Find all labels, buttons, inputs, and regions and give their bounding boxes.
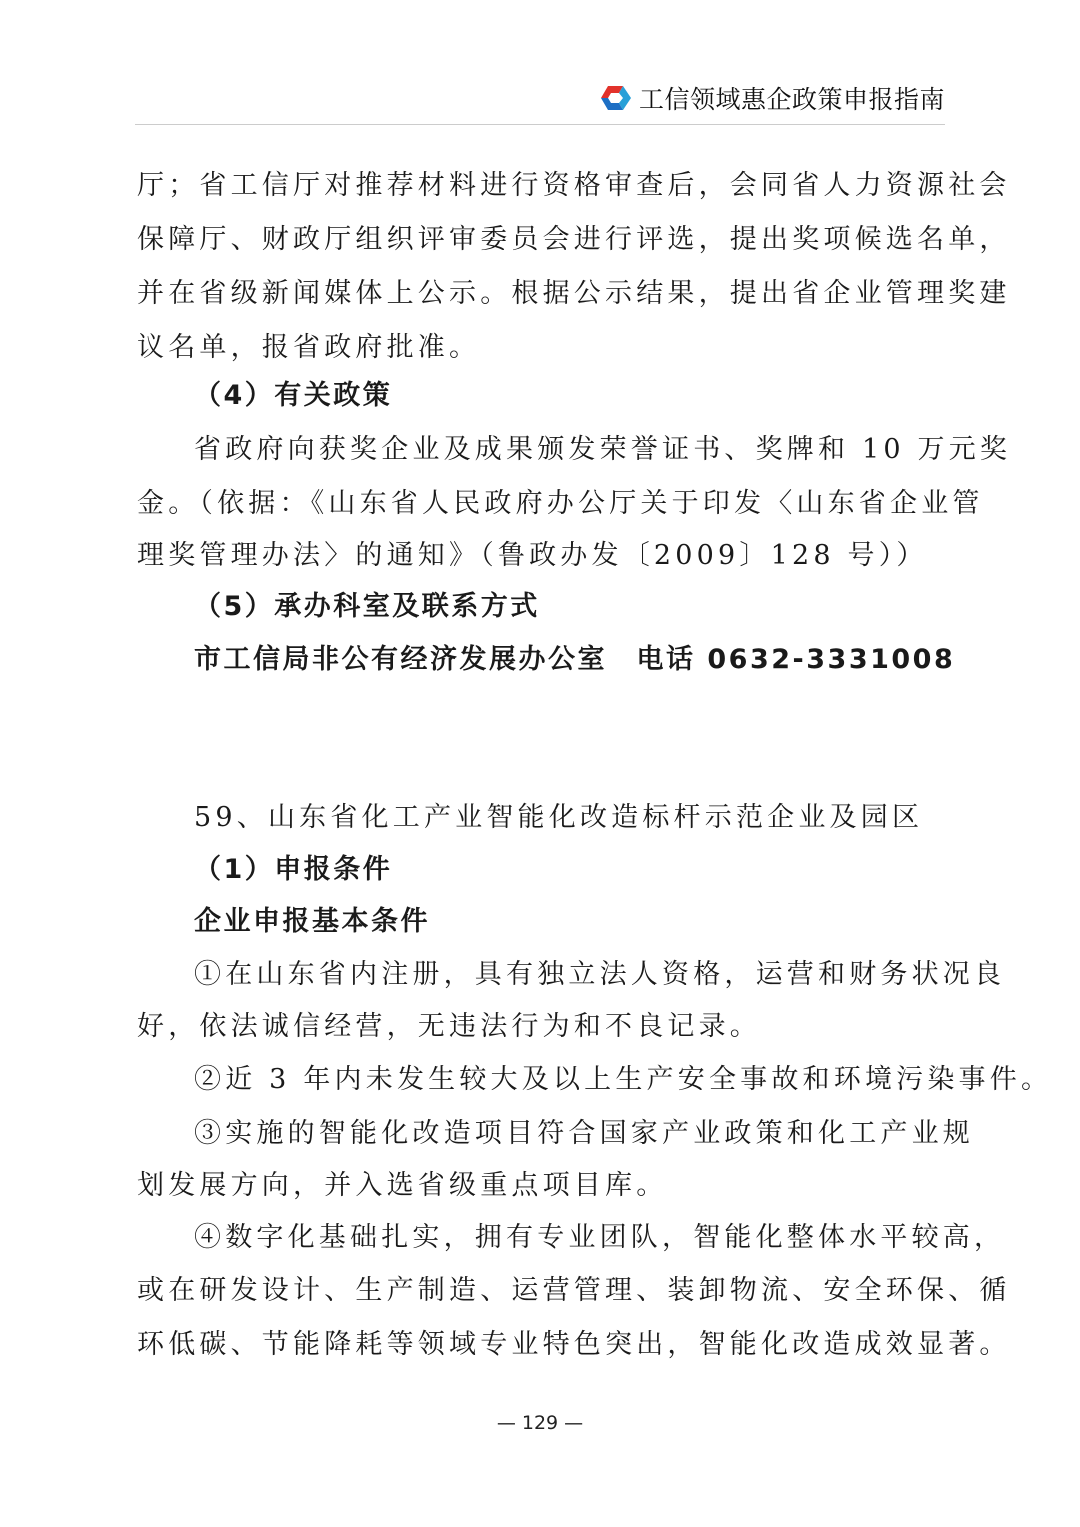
section-heading-contact: （5）承办科室及联系方式	[194, 591, 540, 622]
body-line: 环低碳、节能降耗等领域专业特色突出，智能化改造成效显著。	[137, 1329, 1011, 1360]
logo-icon	[599, 83, 633, 113]
header-title: 工信领域惠企政策申报指南	[638, 85, 945, 114]
subheading-basic-conditions: 企业申报基本条件	[194, 906, 430, 937]
body-line: 厅；省工信厅对推荐材料进行资格审查后，会同省人力资源社会	[137, 170, 1011, 201]
body-line: 好，依法诚信经营，无违法行为和不良记录。	[137, 1011, 761, 1042]
body-line: 并在省级新闻媒体上公示。根据公示结果，提出省企业管理奖建	[137, 278, 1011, 309]
body-line: 议名单，报省政府批准。	[137, 332, 481, 363]
page-number: — 129 —	[496, 1412, 584, 1434]
body-line: 金。（依据：《山东省人民政府办公厅关于印发〈山东省企业管	[137, 488, 984, 519]
body-line: 保障厅、财政厅组织评审委员会进行评选，提出奖项候选名单，	[137, 224, 1011, 255]
body-line: ①在山东省内注册，具有独立法人资格，运营和财务状况良	[194, 959, 1006, 990]
section-heading-policy: （4）有关政策	[194, 380, 393, 411]
header-divider	[135, 124, 945, 125]
body-line: 划发展方向，并入选省级重点项目库。	[137, 1170, 668, 1201]
item-title: 59、山东省化工产业智能化改造标杆示范企业及园区	[194, 802, 924, 833]
section-heading-conditions: （1）申报条件	[194, 854, 393, 885]
body-line: 或在研发设计、生产制造、运营管理、装卸物流、安全环保、循	[137, 1275, 1011, 1306]
contact-line: 市工信局非公有经济发展办公室 电话 0632-3331008	[194, 644, 956, 675]
body-line: 省政府向获奖企业及成果颁发荣誉证书、奖牌和 10 万元奖	[194, 434, 1012, 465]
body-line: ④数字化基础扎实，拥有专业团队，智能化整体水平较高，	[194, 1222, 1006, 1253]
page-header	[599, 78, 945, 118]
body-line: 理奖管理办法〉的通知》（鲁政办发〔2009〕128 号））	[137, 540, 928, 571]
body-line: ③实施的智能化改造项目符合国家产业政策和化工产业规	[194, 1118, 974, 1149]
body-line: ②近 3 年内未发生较大及以上生产安全事故和环境污染事件。	[194, 1064, 1053, 1095]
